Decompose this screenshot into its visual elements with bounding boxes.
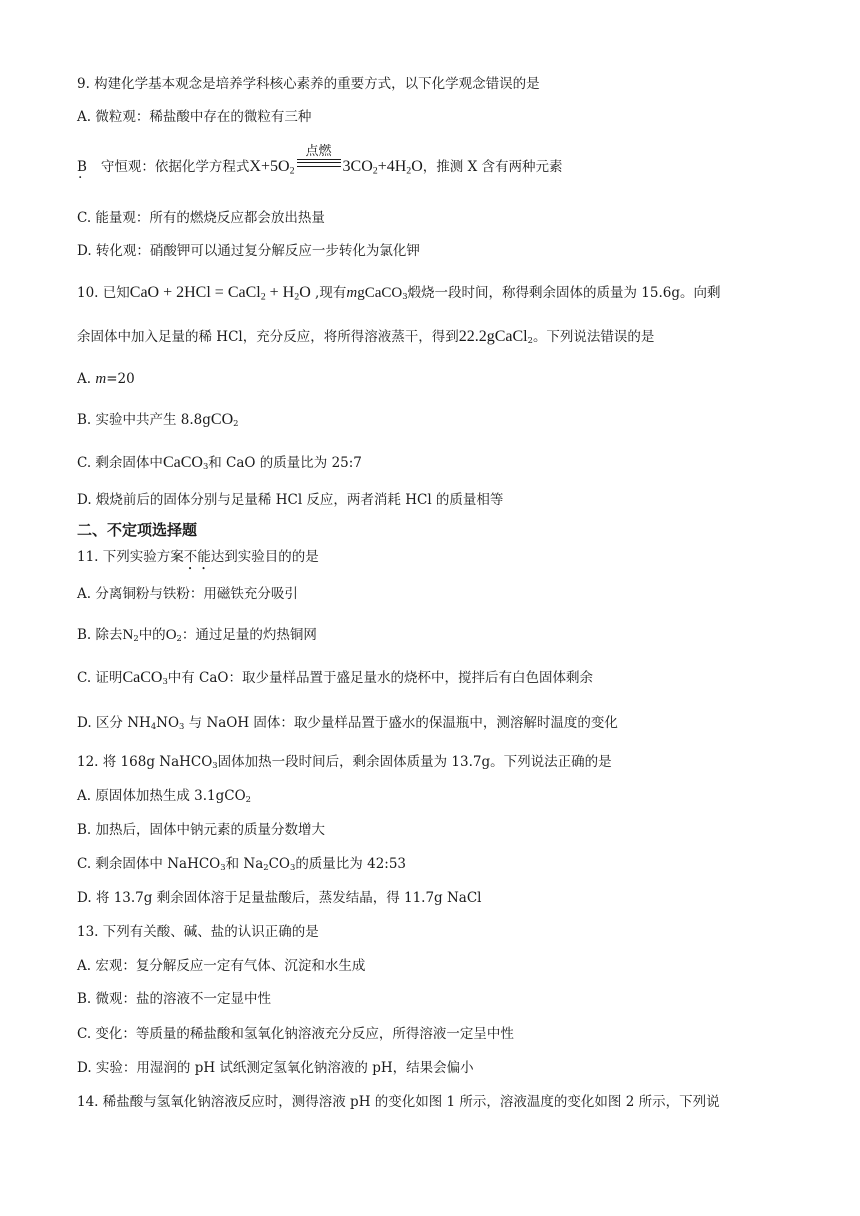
q10-option-c: C. 剩余固体中CaCO$_3$和 CaO 的质量比为 25:7	[77, 454, 362, 472]
q11-option-c: C. 证明CaCO$_3$中有 CaO：取少量样品置于盛足量水的烧杯中，搅拌后有白色固体剩余	[77, 669, 594, 687]
emphasis-dotted: 不能	[183, 549, 211, 565]
section-heading: 二、不定项选择题	[77, 521, 198, 539]
q11-stem: 11. 下列实验方案不能达到实验目的的是	[77, 549, 319, 565]
q9-equation: $X+5O_2$ 点燃 $3CO_2+4H_2O$	[249, 143, 423, 177]
q10-option-d: D. 煅烧前后的固体分别与足量稀 HCl 反应，两者消耗 HCl 的质量相等	[77, 492, 504, 508]
q12-option-b: B. 加热后，固体中钠元素的质量分数增大	[77, 822, 326, 838]
q12-option-d: D. 将 13.7g 剩余固体溶于足量盐酸后，蒸发结晶，得 11.7g NaCl	[77, 890, 482, 906]
q13-option-b: B. 微观：盐的溶液不一定显中性	[77, 991, 272, 1007]
q9-option-d: D. 转化观：硝酸钾可以通过复分解反应一步转化为氯化钾	[77, 243, 420, 259]
q9-option-a: A. 微粒观：稀盐酸中存在的微粒有三种	[77, 109, 312, 125]
q13-stem: 13. 下列有关酸、碱、盐的认识正确的是	[77, 924, 319, 940]
q11-option-b: B. 除去$N_2$中的$O_2$：通过足量的灼热铜网	[77, 627, 317, 644]
q13-option-d: D. 实验：用湿润的 pH 试纸测定氢氧化钠溶液的 pH，结果会偏小	[77, 1060, 474, 1076]
q10-stem-line1: 10. 已知CaO + 2HCl = CaCl$_2$ + $H_2O$ ,现有mgCaCO$_3$煅烧一段时间，称得剩余固体的质量为 15.6g。向剩	[77, 284, 721, 303]
q9-option-b-text: 守恒观：依据化学方程式	[100, 159, 250, 175]
q9-stem: 9. 构建化学基本观念是培养学科核心素养的重要方式，以下化学观念错误的是	[77, 76, 540, 92]
q12-option-c: C. 剩余固体中 NaHCO$_3$和 $Na_2CO_3$的质量比为 42:53	[77, 856, 407, 873]
q9-option-c: C. 能量观：所有的燃烧反应都会放出热量	[77, 210, 325, 226]
q14-stem: 14. 稀盐酸与氢氧化钠溶液反应时，测得溶液 pH 的变化如图 1 所示，溶液温度的变化如图 2 所示，下列说	[77, 1094, 720, 1110]
ignition-condition: 点燃	[296, 157, 342, 177]
q10-stem-line2: 余固体中加入足量的稀 HCl，充分反应，将所得溶液蒸干，得到22.2gCaCl$_2$。下列说法错误的是	[77, 328, 655, 346]
q9-option-b-label: B ·	[77, 159, 87, 175]
q9-option-b	[77, 143, 800, 177]
q10-option-b: B. 实验中共产生 8.8gCO$_2$	[77, 411, 239, 429]
q12-stem: 12. 将 168g NaHCO$_3$固体加热一段时间后，剩余固体质量为 13.7g。下列说法正确的是	[77, 754, 612, 771]
q10-option-a: A. m=20	[77, 371, 135, 387]
q10-equation: CaO + 2HCl = CaCl$_2$ + $H_2O$	[129, 284, 311, 303]
q13-option-a: A. 宏观：复分解反应一定有气体、沉淀和水生成	[77, 958, 366, 974]
q9-option-b-conclusion: ，推测 X 含有两种元素	[422, 159, 563, 175]
q11-option-d: D. 区分 $NH_4NO_3$ 与 NaOH 固体：取少量样品置于盛水的保温瓶中，测溶解时温度的变化	[77, 715, 618, 732]
q13-option-c: C. 变化：等质量的稀盐酸和氢氧化钠溶液充分反应，所得溶液一定呈中性	[77, 1026, 514, 1042]
q11-option-a: A. 分离铜粉与铁粉：用磁铁充分吸引	[77, 586, 298, 602]
q12-option-a: A. 原固体加热生成 3.1gCO$_2$	[77, 788, 251, 805]
